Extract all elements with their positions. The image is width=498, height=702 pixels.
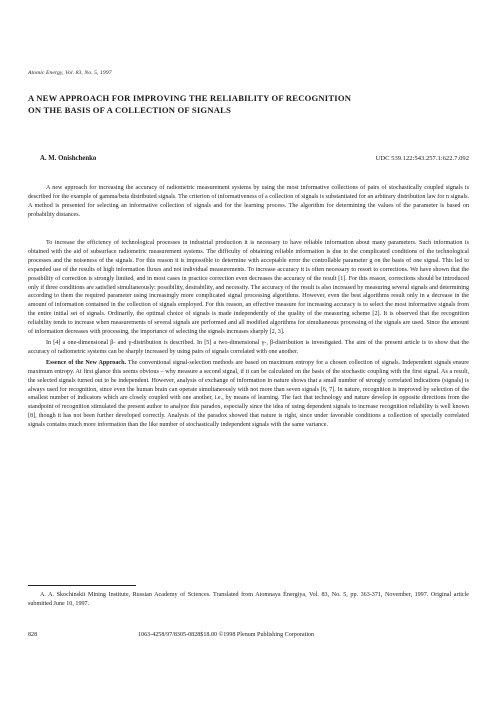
essence-text: The conventional signal-selection methods are based on maximum entropy for a chosen collection of signals. Independent signals ensure maximum entropy. At first glance this seems obvious – why measure a second signal, if it can be calculated on the basis of the stochastic coupling with the first signal. As a result, the selected signals turned out to be independent. However, analysis of exchange of information in nature shows that a small number of strongly correlated indications (signals) is always used for recognition, since even the human brain can operate simultaneously with not more than seven signals [6, 7]. In nature, recognition is improved by selection of the smallest number of indicators which are closely coupled with one another, i.e., by means of learning. The fact that technology and nature develop in opposite directions from the standpoint of recognition stimulated the present author to analyze this paradox, especially since the idea of using dependent signals to increase recognition reliability is well known [8], though it has not been further developed correctly. Analysis of the paradox showed that nature is right, since under favorable conditions a collection of specially correlated signals contains much more information than the like number of stochastically independent signals with the same variance.: [28, 359, 469, 429]
footnote-divider: [28, 585, 136, 586]
journal-header: Atomic Energy, Vol. 83, No. 5, 1997: [28, 70, 112, 76]
author-name: A. M. Onishchenko: [40, 155, 97, 162]
body-paragraph: To increase the efficiency of technological processes in industrial production it is necessary to have reliable information about many parameters. Such information is obtained with the aid of subsurface radiometric measurement systems. The difficulty of obtaining reliable information is due to the complicated conditions of the technological processes and the noiseness of the signals. For this reason it is impossible to determine with acceptable error the controllable parameter g on the basis of one signal. This led to expanded use of the results of high information fluxes and not individual measurements. To increase accuracy it is often necessary to resort to corrections. We have shown that the possibility of correction is strongly limited, and in most cases in practice correction even decreases the accuracy of the result [1]. For this reason, corrections should be introduced only if three conditions are satisfied simultaneously: possibility, desirability, and necessity. The accuracy of the result is also increased by measuring several signals and determining according to them the required parameter using increasingly more complicated signal processing algorithms. However, even the best algorithms result only in a decrease in the amount of information contained in the collection of signals employed. For this reason, an effective measure for increasing accuracy is to select the most informative signals from the entire initial set of signals. Ordinarily, the optimal choice of signals is made independently of the quality of the measuring scheme [2]. It is observed that the recognition reliability tends to increase when measurements of several signals are performed and all modified algorithms for simultaneous processing of the signals are used. Since the amount of information decreases with processing, the importance of selecting the signals increases sharply [2, 3].: [28, 240, 469, 336]
essence-paragraph: [28, 359, 469, 430]
affiliation-footnote: A. A. Skochinskii Mining Institute, Russian Academy of Sciences. Translated from Atomnaya Énergiya, Vol. 83, No. 5, pp. 363-371, November, 1997. Original article submitted June 10, 1997.: [28, 592, 469, 607]
section-lead: Essence of the New Approach.: [46, 359, 127, 366]
abstract: A new approach for increasing the accuracy of radiometric measurement systems by using the most informative collections of pairs of stochastically coupled signals is described for the example of gamma/beta distributed signals. The criterion of informativeness of a collection of signals is substantiated for an arbitrary distribution law for n signals. A method is presented for selecting an informative collection of signals and for the learning process. The algorithm for determining the values of the parameter is based on probability distances.: [28, 185, 469, 218]
udc-code: UDC 539.122:543.257.1:622.7.092: [375, 155, 469, 162]
body-paragraph: In [4] a one-dimensional β- and γ-distribution is described. In [5] a two-dimensional γ-, β-distribution is investigated. The aim of the present article is to show that the accuracy of radiometric systems can be sharply increased by using pairs of signals correlated with one another.: [28, 339, 469, 355]
article-body: [28, 239, 469, 432]
copyright-line: 1063-4258/97/8305-0828$18.00 ©1998 Plenum Publishing Corporation: [138, 632, 315, 638]
page-number: 828: [28, 632, 38, 638]
article-title: A NEW APPROACH FOR IMPROVING THE RELIABILITY OF RECOGNITION ON THE BASIS OF A COLLECTION OF SIGNALS: [28, 93, 352, 115]
